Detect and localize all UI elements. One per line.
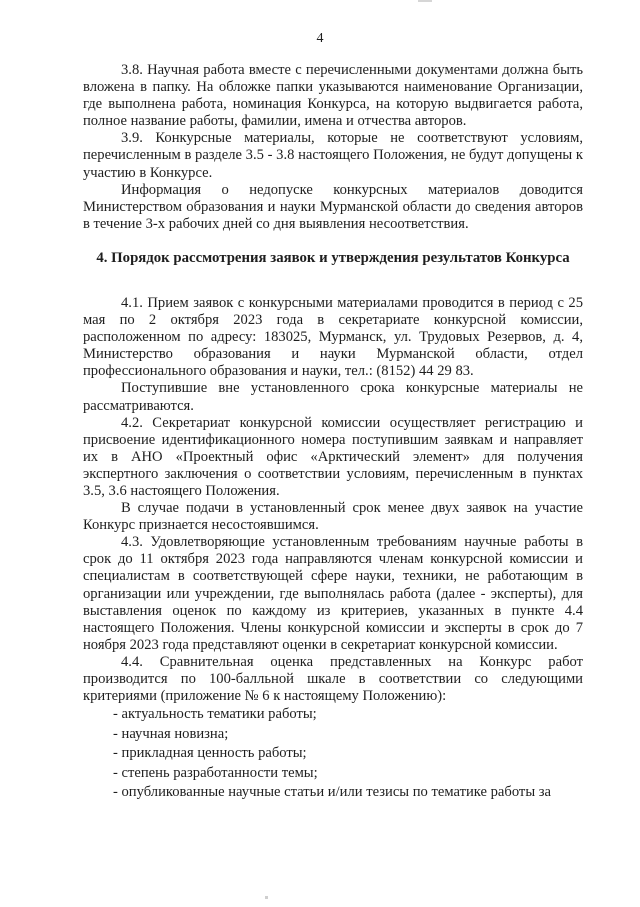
section-heading: 4. Порядок рассмотрения заявок и утверждения результатов Конкурса: [96, 249, 570, 266]
scan-artifact: [418, 0, 432, 2]
list-item: - прикладная ценность работы;: [113, 745, 307, 762]
paragraph-4-1: 4.1. Прием заявок с конкурсными материалами проводится в период с 25 мая по 2 октября 2023 года в секретариате конкурсной комиссии, расположенном по адресу: 183025, Мурманск, ул. Трудовых Резервов, д. 4, Министерство образования и науки Мурманской области, отдел профессионального образования и науки, тел.: (8152) 44 29 83.: [83, 294, 583, 380]
paragraph-4-4: 4.4. Сравнительная оценка представленных на Конкурс работ производится по 100-балльной шкале в соответствии со следующими критериями (приложение № 6 к настоящему Положению):: [83, 653, 583, 705]
paragraph-3-8: 3.8. Научная работа вместе с перечисленными документами должна быть вложена в папку. На обложке папки указываются наименование Организации, где выполнена работа, номинация Конкурса, на которую выдвигается работа, полное название работы, фамилии, имена и отчества авторов.: [83, 62, 583, 130]
paragraph-nonadmission-info: Информация о недопуске конкурсных материалов доводится Министерством образования и науки Мурманской области до сведения авторов в течение 3-х рабочих дней со дня выявления несоответствия.: [83, 181, 583, 232]
paragraph-4-3: 4.3. Удовлетворяющие установленным требованиям научные работы в срок до 11 октября 2023 года направляются членам конкурсной комиссии и специалистам в соответствующей сфере науки, техники, не работающим в организации или учреждении, где выполнялась работа (далее - эксперты), для выставления оценок по каждому из критериев, указанных в пункте 4.4 настоящего Положения. Члены конкурсной комиссии и эксперты в срок до 7 ноября 2023 года представляют оценки в секретариат конкурсной комиссии.: [83, 534, 583, 653]
list-item: - актуальность тематики работы;: [113, 706, 317, 723]
paragraph-late-submissions: Поступившие вне установленного срока конкурсные материалы не рассматриваются.: [83, 380, 583, 414]
paragraph-3-9: 3.9. Конкурсные материалы, которые не соответствуют условиям, перечисленным в разделе 3.5 - 3.8 настоящего Положения, не будут допущены к участию в Конкурсе.: [83, 130, 583, 181]
document-body: [83, 62, 583, 803]
criteria-list: [83, 705, 583, 803]
list-item: - научная новизна;: [113, 725, 229, 742]
paragraph-4-2: 4.2. Секретариат конкурсной комиссии осуществляет регистрацию и присвоение идентификационного номера поступившим заявкам и направляет их в АНО «Проектный офис «Арктический элемент» для получения экспертного заключения о соответствии условиям, перечисленным в пунктах 3.5, 3.6 настоящего Положения.: [83, 414, 583, 499]
scan-artifact: [265, 896, 268, 899]
list-item: - степень разработанности темы;: [113, 764, 318, 781]
paragraph-competition-void: В случае подачи в установленный срок менее двух заявок на участие Конкурс признается несостоявшимся.: [83, 500, 583, 534]
page-number: 4: [316, 31, 324, 46]
list-item: - опубликованные научные статьи и/или тезисы по тематике работы за: [113, 784, 552, 801]
